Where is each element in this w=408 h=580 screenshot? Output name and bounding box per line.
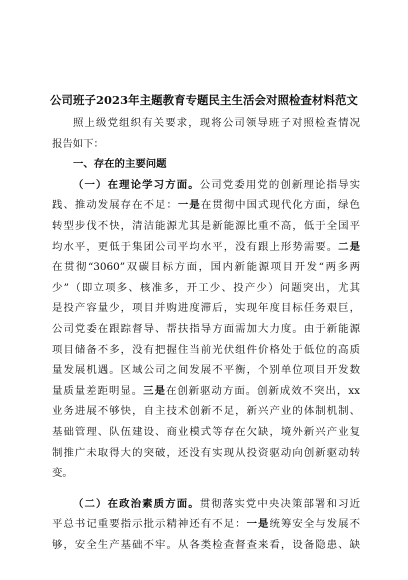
text-run: 均水平，更低于集团公司平均水平，没有跟上形势需要。	[52, 240, 339, 253]
paragraph-line: 公司党委在跟踪督导、帮扶指导方面需加大力度。由于新能源	[52, 322, 360, 335]
paragraph-line: 制推广未取得大的突破，还没有实现从投资驱动向创新驱动转	[52, 446, 360, 459]
subsection-heading: （一）在理论学习方面。	[73, 178, 200, 191]
paragraph-line: 转型步伐不快，清洁能源尤其是新能源比重不高，低于全国平	[52, 219, 360, 232]
keyword: 一是	[177, 199, 201, 212]
text-run: 在贯彻中国式现代化方面，绿色	[200, 199, 360, 212]
paragraph-line: 在贯彻“3060”双碳目标方面，国内新能源项目开发“两多两	[52, 261, 360, 274]
paragraph-line	[52, 237, 360, 258]
text-run: 贯彻落实党中央决策部署和习近	[199, 497, 360, 510]
text-run: 践、推动发展存在不足：	[52, 199, 178, 212]
text-run: 在创新驱动方面。创新成效不突出，xx	[165, 384, 360, 397]
intro-line: 照上级党组织有关要求，现将公司领导班子对照检查情况	[73, 117, 360, 129]
paragraph-line: 少”（即立项多、核准多，开工少、投产少）问题突出，尤其	[52, 281, 360, 294]
text-run: 量质量差距明显。	[52, 384, 144, 397]
document-title: 公司班子2023年主题教育专题民主生活会对照检查材料范文	[50, 93, 358, 107]
paragraph-line	[52, 494, 360, 515]
text-run: 公司党委用党的创新理论指导实	[199, 178, 360, 191]
section-heading: 一、存在的主要问题	[73, 158, 167, 171]
paragraph-line	[52, 195, 360, 216]
keyword: 一是	[246, 518, 270, 531]
text-run: 统筹安全与发展不	[269, 518, 360, 531]
paragraph-line: 够，安全生产基础不牢。从各类检查督查来看，设备隐患、缺	[52, 538, 360, 551]
paragraph-line	[52, 514, 360, 535]
keyword: 三是	[143, 384, 166, 397]
paragraph-line: 业务进展不够快，自主技术创新不足，新兴产业的体制机制、	[52, 405, 360, 418]
text-run: 平总书记重要指示批示精神还有不足：	[52, 518, 247, 531]
paragraph-line: 是投产容量少，项目并购进度滞后，实现年度目标任务艰巨，	[52, 302, 360, 315]
subsection-heading: （二）在政治素质方面。	[73, 497, 200, 510]
paragraph-gap	[52, 484, 360, 494]
intro-line: 报告如下：	[52, 137, 104, 150]
paragraph-line: 项目储备不多，没有把握住当前光伏组件价格处于低位的高质	[52, 343, 360, 356]
paragraph-line: 变。	[52, 467, 73, 480]
paragraph-line: 量发展机遇。区域公司之间发展不平衡，个别单位项目开发数	[52, 364, 360, 377]
keyword: 二是	[338, 240, 360, 253]
paragraph-line	[52, 381, 360, 402]
paragraph-line	[52, 175, 360, 196]
document-body	[52, 113, 360, 555]
paragraph-line: 基础管理、队伍建设、商业模式等存在欠缺，境外新兴产业复	[52, 425, 360, 438]
